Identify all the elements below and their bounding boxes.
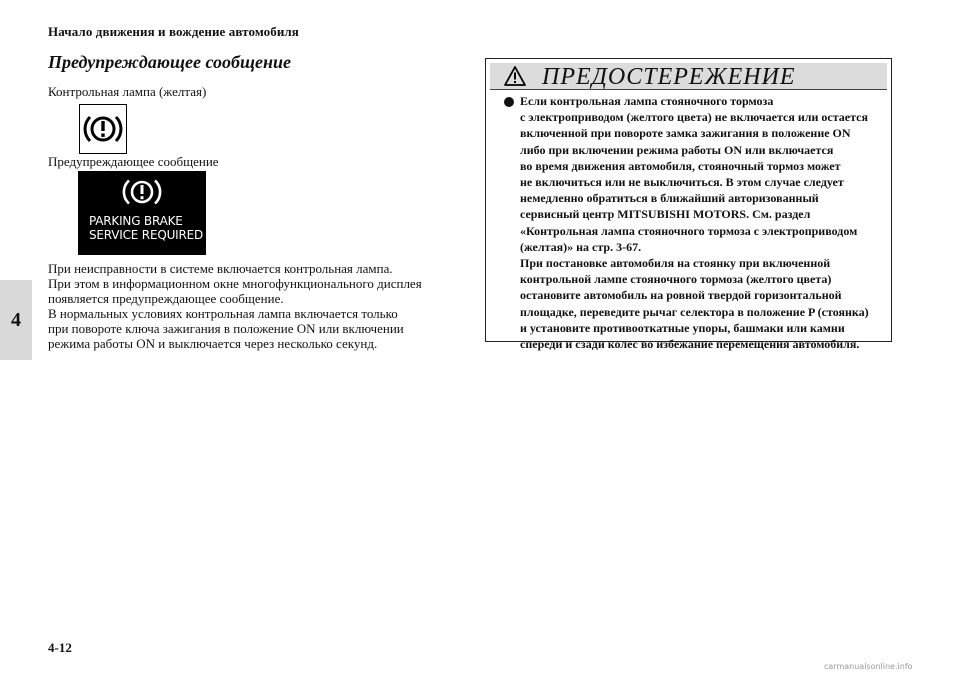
- chapter-tab: 4: [0, 280, 32, 360]
- body-line: режима работы ON и выключается через несколько секунд.: [48, 336, 378, 351]
- indicator-lamp-frame: [79, 104, 127, 154]
- parking-brake-warning-icon: [117, 177, 167, 207]
- running-header: Начало движения и вождение автомобиля: [48, 24, 299, 39]
- body-line: При неисправности в системе включается контрольная лампа.: [48, 261, 393, 276]
- lamp-caption: Контрольная лампа (желтая): [48, 84, 207, 99]
- section-title: Предупреждающее сообщение: [48, 52, 291, 72]
- caution-line: (желтая)» на стр. 3-67.: [520, 239, 642, 254]
- caution-header: [490, 63, 887, 90]
- caution-line: во время движения автомобиля, стояночный тормоз может: [520, 158, 841, 173]
- display-message-line-1: PARKING BRAKE: [89, 214, 183, 228]
- caution-line: При постановке автомобиля на стоянку при включенной: [520, 256, 831, 271]
- message-caption: Предупреждающее сообщение: [48, 154, 219, 169]
- caution-line: включенной при повороте замка зажигания в положение ON: [520, 126, 851, 141]
- display-message-line-2: SERVICE REQUIRED: [89, 228, 204, 242]
- caution-line: спереди и сзади колес во избежание перемещения автомобиля.: [520, 337, 860, 352]
- caution-line: немедленно обратиться в ближайший авторизованный: [520, 191, 819, 206]
- caution-line: остановите автомобиль на ровной твердой горизонтальной: [520, 288, 842, 303]
- body-line: при повороте ключа зажигания в положение ON или включении: [48, 321, 404, 336]
- caution-line: с электроприводом (желтого цвета) не включается или остается: [520, 110, 868, 125]
- caution-box: [485, 58, 892, 352]
- body-line: появляется предупреждающее сообщение.: [48, 291, 284, 306]
- caution-title: ПРЕДОСТЕРЕЖЕНИЕ: [542, 64, 796, 90]
- body-line: При этом в информационном окне многофункционального дисплея: [48, 276, 422, 291]
- parking-brake-warning-icon: [82, 112, 124, 146]
- watermark: carmanualsonline.info: [824, 662, 913, 671]
- caution-line: либо при включении режима работы ON или включается: [520, 142, 834, 157]
- caution-line: и установите противооткатные упоры, башмаки или камни: [520, 320, 845, 335]
- caution-line: сервисный центр MITSUBISHI MOTORS. См. раздел: [520, 207, 811, 222]
- warning-message-display: [78, 171, 206, 255]
- caution-line: контрольной лампе стояночного тормоза (желтого цвета): [520, 272, 832, 287]
- caution-line: «Контрольная лампа стояночного тормоза с электроприводом: [520, 223, 858, 238]
- warning-triangle-icon: [504, 66, 526, 86]
- body-line: В нормальных условиях контрольная лампа включается только: [48, 306, 398, 321]
- caution-line: площадке, переведите рычаг селектора в положение P (стоянка): [520, 304, 869, 319]
- caution-line: Если контрольная лампа стояночного тормоза: [520, 94, 774, 108]
- page-number: 4-12: [48, 640, 72, 655]
- bullet-icon: [504, 97, 514, 107]
- caution-text: [520, 93, 886, 352]
- caution-line: не включиться или не выключиться. В этом случае следует: [520, 175, 844, 190]
